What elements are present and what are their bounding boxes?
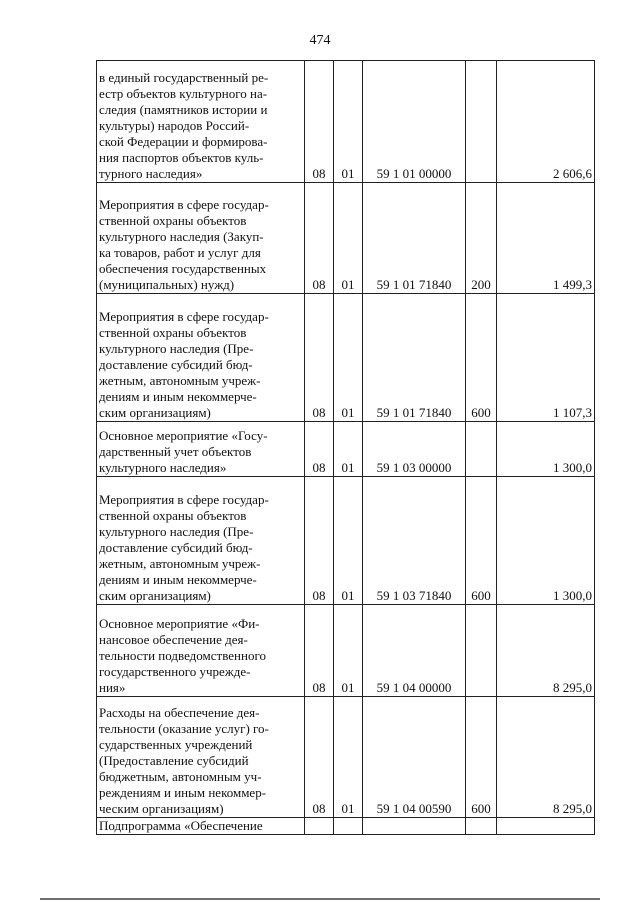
- target-article-code: 59 1 04 00000: [376, 680, 452, 695]
- budget-table: [96, 60, 595, 835]
- subsection-code-cell: [334, 697, 363, 818]
- amount: 1 300,0: [553, 460, 592, 475]
- expense-type-code-cell: [466, 605, 497, 697]
- table-row: [97, 183, 595, 294]
- subsection-code: 01: [341, 680, 355, 695]
- table-row: [97, 422, 595, 477]
- expense-type-code: 200: [471, 277, 491, 292]
- target-article-code-cell: [363, 183, 466, 294]
- subsection-code-cell: [334, 61, 363, 183]
- bottom-rule: [40, 898, 600, 900]
- row-description: Мероприятия в сфере государ- ственной охраны объектов культурного наследия (Пре- доставление субсидий бюд- жетным, автономным учреж- дениям и иным некоммерче- ским организациям): [99, 492, 269, 603]
- row-description: Мероприятия в сфере государ- ственной охраны объектов культурного наследия (Закуп- ка товаров, работ и услуг для обеспечения государственных (муниципальных) нужд): [99, 197, 269, 292]
- section-code-cell: [305, 818, 334, 835]
- target-article-code: 59 1 03 71840: [376, 588, 452, 603]
- expense-type-code-cell: [466, 477, 497, 605]
- amount: 1 499,3: [553, 277, 592, 292]
- amount: 1 107,3: [553, 405, 592, 420]
- subsection-code-cell: [334, 422, 363, 477]
- expense-type-code: 600: [471, 405, 491, 420]
- row-description: Основное мероприятие «Фи- нансовое обеспечение дея- тельности подведомственного государственного учрежде- ния»: [99, 616, 266, 695]
- section-code-cell: [305, 697, 334, 818]
- subsection-code-cell: [334, 183, 363, 294]
- expense-type-code-cell: [466, 294, 497, 422]
- section-code: 08: [312, 801, 326, 816]
- target-article-code-cell: [363, 818, 466, 835]
- expense-type-code-cell: [466, 818, 497, 835]
- table-row: [97, 818, 595, 835]
- amount: 2 606,6: [553, 166, 592, 181]
- row-description-cell: [97, 697, 305, 818]
- section-code-cell: [305, 294, 334, 422]
- table-row: [97, 61, 595, 183]
- amount: 8 295,0: [553, 801, 592, 816]
- subsection-code: 01: [341, 405, 355, 420]
- amount-cell: [497, 477, 595, 605]
- section-code: 08: [312, 166, 326, 181]
- section-code-cell: [305, 61, 334, 183]
- section-code: 08: [312, 680, 326, 695]
- row-description: Мероприятия в сфере государ- ственной охраны объектов культурного наследия (Пре- доставление субсидий бюд- жетным, автономным учреж- дениям и иным некоммерче- ским организациям): [99, 309, 269, 420]
- target-article-code: 59 1 01 71840: [376, 277, 452, 292]
- subsection-code: 01: [341, 801, 355, 816]
- amount-cell: [497, 605, 595, 697]
- amount-cell: [497, 183, 595, 294]
- expense-type-code-cell: [466, 422, 497, 477]
- amount-cell: [497, 294, 595, 422]
- subsection-code-cell: [334, 818, 363, 835]
- amount-cell: [497, 697, 595, 818]
- expense-type-code-cell: [466, 697, 497, 818]
- row-description: в единый государственный ре- естр объектов культурного на- следия (памятников истории и культуры) народов Россий- ской Федерации и формирова- ния паспортов объектов куль- турного наследия»: [99, 70, 269, 181]
- target-article-code: 59 1 03 00000: [376, 460, 452, 475]
- amount-cell: [497, 422, 595, 477]
- target-article-code-cell: [363, 477, 466, 605]
- row-description-cell: [97, 61, 305, 183]
- section-code: 08: [312, 588, 326, 603]
- section-code: 08: [312, 277, 326, 292]
- target-article-code: 59 1 04 00590: [376, 801, 452, 816]
- target-article-code-cell: [363, 697, 466, 818]
- expense-type-code: 600: [471, 801, 491, 816]
- row-description-cell: [97, 183, 305, 294]
- amount-cell: [497, 61, 595, 183]
- section-code-cell: [305, 422, 334, 477]
- row-description: Подпрограмма «Обеспечение: [99, 818, 263, 833]
- budget-table-body: [97, 61, 595, 835]
- row-description-cell: [97, 818, 305, 835]
- subsection-code-cell: [334, 294, 363, 422]
- section-code-cell: [305, 183, 334, 294]
- table-row: [97, 294, 595, 422]
- row-description-cell: [97, 422, 305, 477]
- amount: 8 295,0: [553, 680, 592, 695]
- section-code-cell: [305, 605, 334, 697]
- section-code-cell: [305, 477, 334, 605]
- page-number: 474: [309, 33, 331, 48]
- subsection-code: 01: [341, 277, 355, 292]
- amount: 1 300,0: [553, 588, 592, 603]
- target-article-code: 59 1 01 00000: [376, 166, 452, 181]
- target-article-code-cell: [363, 294, 466, 422]
- expense-type-code: 600: [471, 588, 491, 603]
- row-description-cell: [97, 477, 305, 605]
- target-article-code-cell: [363, 605, 466, 697]
- table-row: [97, 697, 595, 818]
- table-row: [97, 477, 595, 605]
- section-code: 08: [312, 460, 326, 475]
- table-row: [97, 605, 595, 697]
- amount-cell: [497, 818, 595, 835]
- section-code: 08: [312, 405, 326, 420]
- row-description: Основное мероприятие «Госу- дарственный учет объектов культурного наследия»: [99, 428, 268, 475]
- row-description-cell: [97, 294, 305, 422]
- target-article-code-cell: [363, 61, 466, 183]
- target-article-code: 59 1 01 71840: [376, 405, 452, 420]
- subsection-code: 01: [341, 588, 355, 603]
- subsection-code-cell: [334, 477, 363, 605]
- row-description: Расходы на обеспечение дея- тельности (оказание услуг) го- сударственных учреждений (Предоставление субсидий бюджетным, автономным уч- реждениям и иным некоммер- ческим организациям): [99, 705, 269, 816]
- subsection-code: 01: [341, 460, 355, 475]
- subsection-code-cell: [334, 605, 363, 697]
- expense-type-code-cell: [466, 183, 497, 294]
- target-article-code-cell: [363, 422, 466, 477]
- expense-type-code-cell: [466, 61, 497, 183]
- row-description-cell: [97, 605, 305, 697]
- subsection-code: 01: [341, 166, 355, 181]
